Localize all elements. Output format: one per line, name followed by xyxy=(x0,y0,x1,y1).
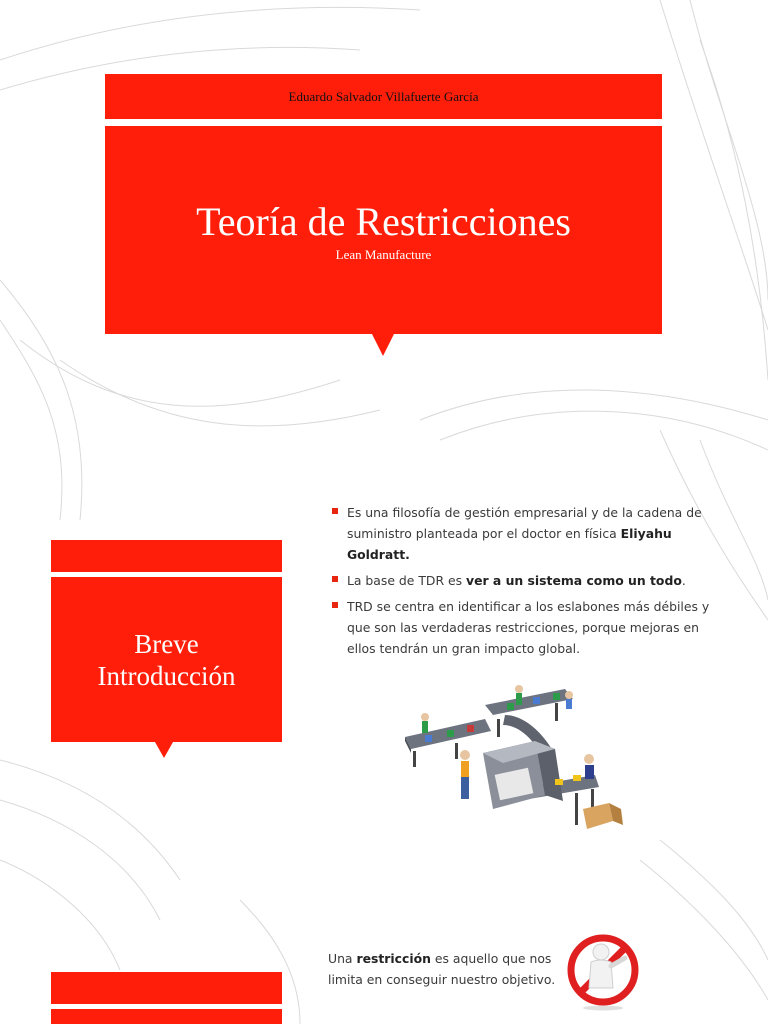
bullet-bold-text: Eliyahu Goldratt. xyxy=(347,526,672,562)
slide-subtitle: Lean Manufacture xyxy=(335,247,432,262)
author-name: Eduardo Salvador Villafuerte García xyxy=(288,88,479,104)
bullet-text: Es una filosofía de gestión empresarial y de la cadena de suministro planteada por el doctor en física xyxy=(347,505,702,541)
intro-heading-line2: Introducción xyxy=(97,660,236,691)
slide-title xyxy=(0,0,768,432)
title-box xyxy=(105,126,662,334)
slide-title-text: Teoría de Restricciones xyxy=(196,199,571,244)
definition-bold-term: restricción xyxy=(356,951,431,966)
bullet-bold-text: ver a un sistema como un todo xyxy=(466,573,682,588)
author-bar xyxy=(105,74,662,119)
bullet-text: La base de TDR es xyxy=(347,573,467,588)
title-pointer xyxy=(372,334,394,356)
definition-text-start: Una xyxy=(328,951,357,966)
definition-text-end: es aquello que nos limita en conseguir nuestro objetivo. xyxy=(328,951,556,987)
bullet-text-end: . xyxy=(681,573,686,588)
intro-heading-line1: Breve xyxy=(134,628,199,659)
bullet-text: TRD se centra en identificar a los eslabones más débiles y que son las verdaderas restricciones, porque mejoras en ellos tendrán un gran impacto global. xyxy=(347,599,710,656)
